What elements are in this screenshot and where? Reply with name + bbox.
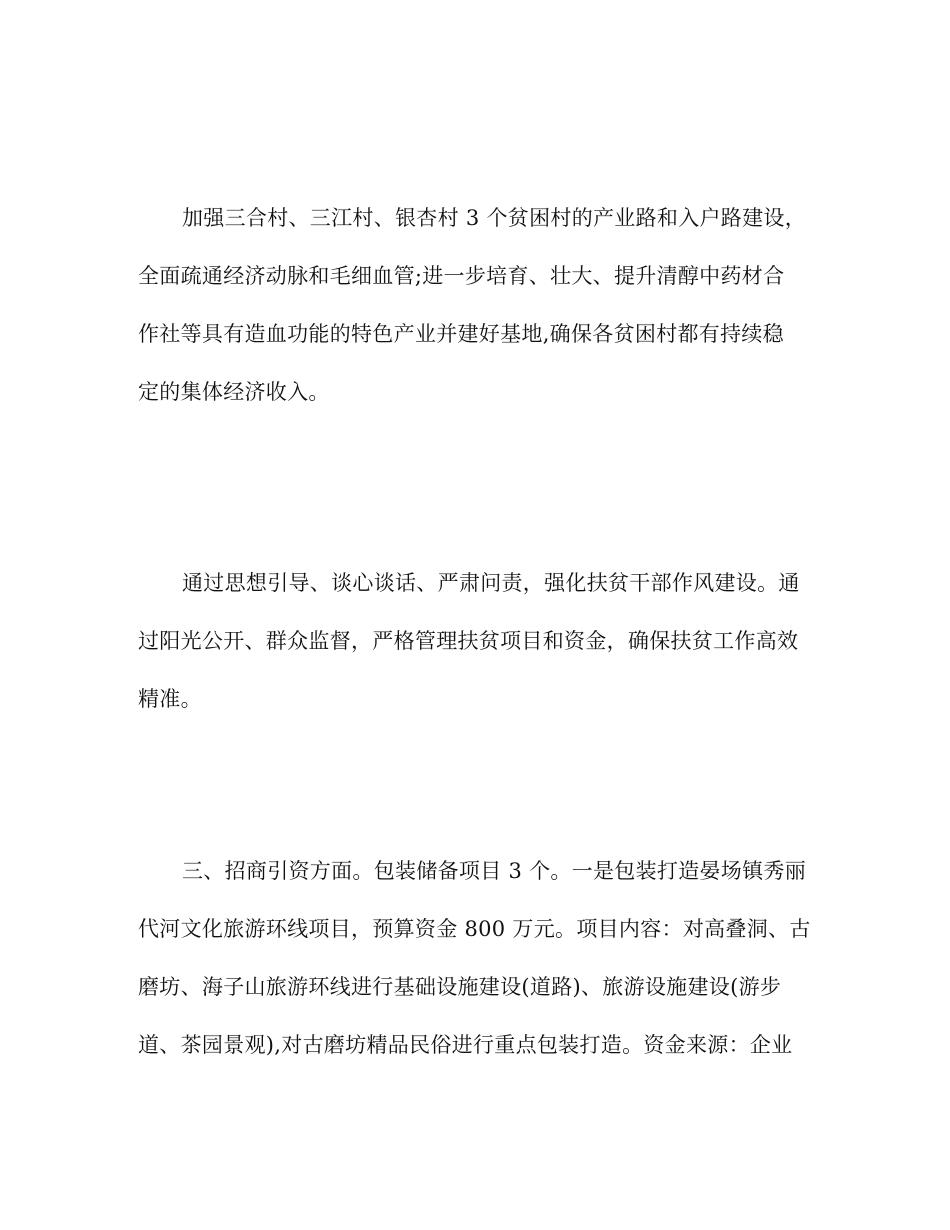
text-line: 代河文化旅游环线项目，预算资金 800 万元。项目内容：对高叠洞、古 (138, 917, 811, 941)
text-line: 加强三合村、三江村、银杏村 3 个贫困村的产业路和入户路建设， (182, 206, 807, 230)
text-line: 磨坊、海子山旅游环线进行基础设施建设(道路)、旅游设施建设(游步 (138, 975, 782, 999)
text-line: 精准。 (138, 687, 202, 711)
text-line: 通过思想引导、谈心谈话、严肃问责，强化扶贫干部作风建设。通 (182, 571, 800, 595)
text-line: 三、招商引资方面。包装储备项目 3 个。一是包装打造晏场镇秀丽 (182, 859, 807, 883)
paragraph-village-infrastructure (138, 189, 814, 421)
paragraph-investment-attraction (138, 842, 814, 1074)
text-line: 定的集体经济收入。 (138, 380, 330, 404)
text-line: 作社等具有造血功能的特色产业并建好基地,确保各贫困村都有持续稳 (138, 322, 784, 346)
text-line: 全面疏通经济动脉和毛细血管;进一步培育、壮大、提升清醇中药材合 (138, 264, 785, 288)
text-line: 道、茶园景观),对古磨坊精品民俗进行重点包装打造。资金来源：企业 (138, 1033, 793, 1057)
text-line: 过阳光公开、群众监督，严格管理扶贫项目和资金，确保扶贫工作高效 (138, 629, 799, 653)
paragraph-cadre-supervision (138, 554, 814, 728)
